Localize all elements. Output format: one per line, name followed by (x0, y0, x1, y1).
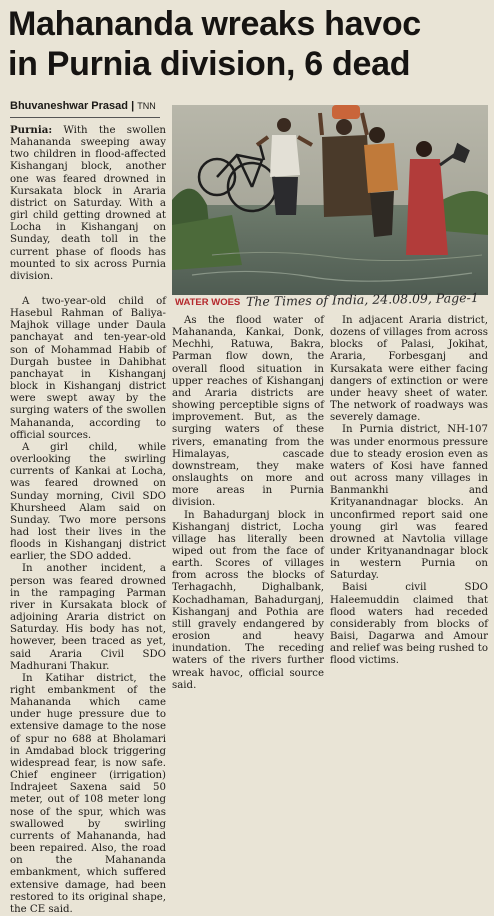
byline-agency: TNN (137, 101, 156, 111)
article-column-1-top (10, 124, 166, 296)
article-paragraph-4: In another incident, a person was feared drowned in the rampaging Parman river in Kursakata block of adjoining Araria district on Saturday. His body has not, however, been traced as yet, said Araria Civil SDO Madhurani Thakur. (10, 563, 166, 672)
article-column-2 (172, 315, 324, 794)
article-column-1 (10, 296, 166, 915)
flood-photo (172, 105, 488, 295)
article-lead-paragraph (10, 124, 166, 283)
byline-author: Bhuvaneshwar Prasad (10, 100, 128, 112)
article-column-3 (330, 315, 488, 794)
dateline: Purnia: (10, 124, 53, 136)
caption-tag: WATER WOES (175, 297, 241, 308)
byline-rule (10, 117, 160, 118)
flood-photo-illustration (172, 105, 488, 295)
byline-separator: | (131, 100, 135, 112)
article-paragraph-9: In Purnia district, NH-107 was under enormous pressure due to steady erosion even as waters of Kosi have fanned out across many villages in Banmankhi and Krityanandnagar blocks. An unconfirmed report said one young girl was feared drowned at Navtolia village under Krityanandnagar block in western Purnia on Saturday. (330, 424, 488, 582)
headline-line-1: Mahananda wreaks havoc (8, 5, 421, 43)
article-paragraph-5: In Katihar district, the right embankment of the Mahananda which came under huge pressure due to extensive damage to the nose of spur no 688 at Bholamari in Amdabad block triggering widespread fear, is now safe. Chief engineer (irrigation) Indrajeet Saxena said 50 meter, out of 108 meter long nose of the spur, which was swallowed by swirling currents of Mahananda, had been repaired. Also, the road on the Mahananda embankment, which suffered extensive damage, had been restored to its original shape, the CE said. (10, 672, 166, 915)
article-paragraph-8: In adjacent Araria district, dozens of villages from across blocks of Palasi, Jokihat, Araria, Forbesganj and Kursakata were either facing dangers of extinction or were under heavy sheet of water. The network of roadways was severely damage. (330, 315, 488, 424)
headline-line-2: in Purnia division, 6 dead (8, 45, 411, 83)
article-paragraph-2: A two-year-old child of Hasebul Rahman of Baliya-Majhok village under Daula panchayat and ten-year-old son of Mohammad Habib of Durgah bustee in Dahibhat panchayat in Kishanganj block in Kishanganj district were swept away by the surging waters of the swollen Mahananda, according to official sources. (10, 296, 166, 441)
article-paragraph-7: In Bahadurganj block in Kishanganj district, Locha village has literally been wiped out from the face of earth. Scores of villages from across the blocks of Terhagachh, Dighalbank, Kochadhaman, Bahadurganj, Kishanganj and Pothia are still gravely endangered by erosion and heavy inundation. The receding waters of the rivers further wreak havoc, official source said. (172, 509, 324, 691)
article-paragraph-10: Baisi civil SDO Haleemuddin claimed that flood waters had receded considerably from blocks of Baisi, Dagarwa and Amour and relief was being rushed to flood victims. (330, 582, 488, 667)
byline (10, 100, 156, 112)
headline (8, 4, 488, 84)
lead-text: With the swollen Mahananda sweeping away two children in flood-affected Kishanganj block, another one was feared drowned in Kursakata block in Araria district on Saturday. With a girl child getting drowned at Locha in Kishanganj on Sunday, death toll in the current phase of floods has mounted to six across Purnia division. (10, 125, 166, 282)
handwritten-source-note: The Times of India, 24.08.09, Page-1 (245, 289, 479, 310)
article-paragraph-6: As the flood water of Mahananda, Kankai, Donk, Mechhi, Ratuwa, Bakra, Parman flow down, the overall flood situation in upper reaches of Kishanganj and Araria districts are showing perceptible signs of improvement. But, as the surging waters of these rivers, emanating from the Himalayas, cascade downstream, they make onslaughts on more and more areas in Purnia division. (172, 315, 324, 509)
article-paragraph-3: A girl child, while overlooking the swirling currents of Kankai at Locha, was feared drowned on Sunday morning, Civil SDO Khursheed Alam said on Sunday. Two more persons had lost their lives in the floods in Kishanganj district earlier, the SDO added. (10, 441, 166, 563)
